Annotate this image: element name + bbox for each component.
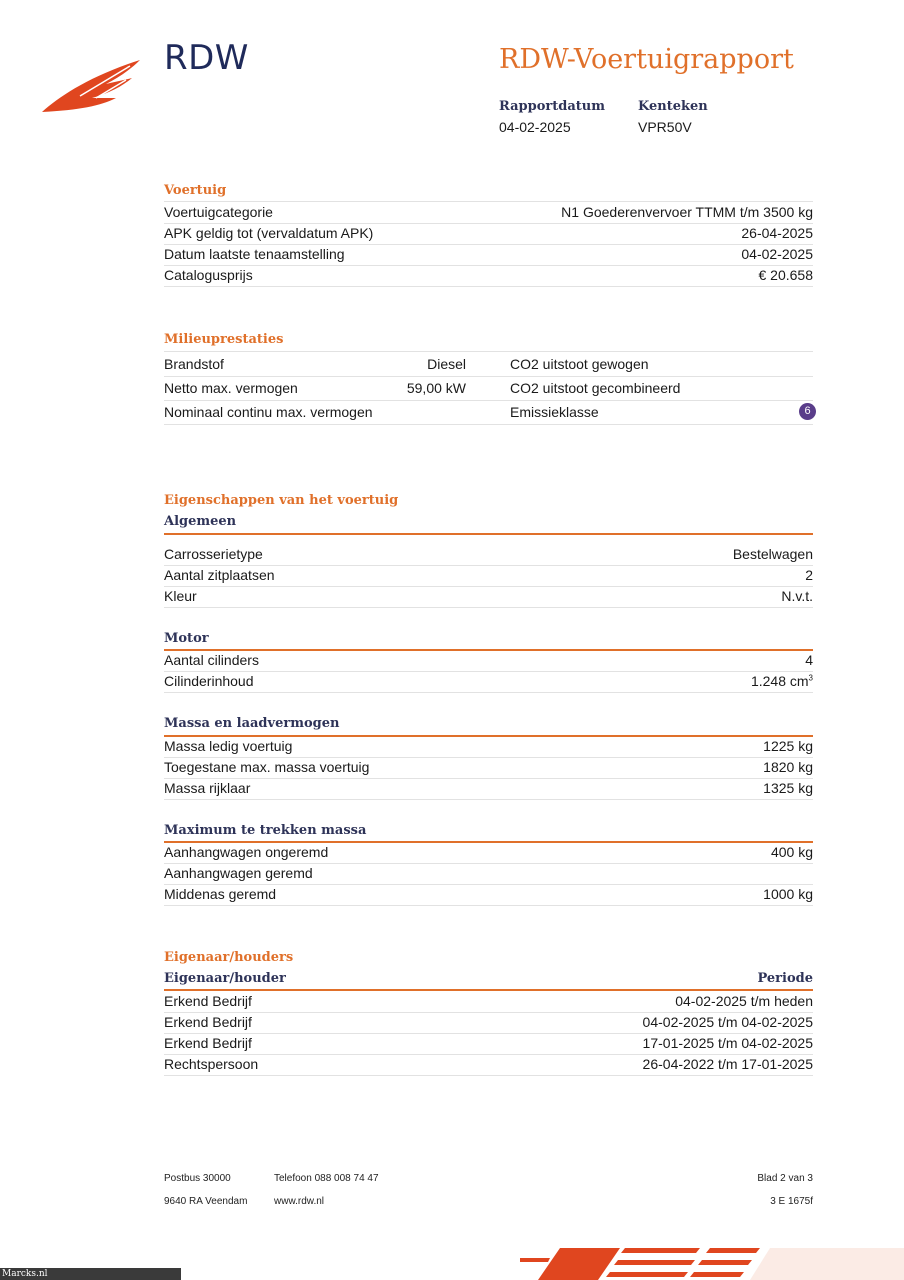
row-value: 26-04-2022 t/m 17-01-2025 [642, 1056, 813, 1072]
row-value: N1 Goederenvervoer TTMM t/m 3500 kg [561, 204, 813, 220]
row-label-2: CO2 uitstoot gewogen [510, 356, 649, 372]
table-row [164, 202, 813, 224]
rdw-logo-icon [40, 56, 150, 114]
table-row [164, 223, 813, 245]
footer-page: Blad 2 van 3 [757, 1173, 813, 1184]
row-value: 59,00 kW [406, 380, 466, 396]
row-value: € 20.658 [758, 267, 813, 283]
row-label: Kleur [164, 588, 197, 604]
table-row [164, 565, 813, 587]
row-label: Netto max. vermogen [164, 380, 298, 396]
row-value: 1.248 cm [750, 673, 809, 689]
footer-code: 3 E 1675f [770, 1196, 813, 1207]
table-row [164, 671, 813, 693]
row-label: Cilinderinhoud [164, 673, 254, 689]
table-row [164, 778, 813, 800]
column-header-periode: Periode [757, 971, 813, 986]
table-row [164, 586, 813, 608]
table-row [164, 244, 813, 266]
plate-label: Kenteken [638, 99, 708, 114]
logo-text: RDW [164, 38, 249, 78]
row-label: APK geldig tot (vervaldatum APK) [164, 225, 374, 241]
row-value: 26-04-2025 [741, 225, 813, 241]
row-label: Massa ledig voertuig [164, 738, 293, 754]
report-date-label: Rapportdatum [499, 99, 605, 114]
row-value: 1225 kg [763, 738, 813, 754]
row-value: 04-02-2025 t/m heden [675, 993, 813, 1009]
row-label: Erkend Bedrijf [164, 993, 252, 1009]
table-row [164, 884, 813, 906]
table-row [164, 863, 813, 885]
row-label: Carrosserietype [164, 546, 263, 562]
row-label: Nominaal continu max. vermogen [164, 404, 373, 420]
footer-address-1: Postbus 30000 [164, 1173, 231, 1184]
row-label: Rechtspersoon [164, 1056, 259, 1072]
subsection-title-algemeen: Algemeen [164, 514, 237, 529]
row-label: Massa rijklaar [164, 780, 251, 796]
emission-class-badge: 6 [799, 403, 816, 420]
unit-superscript: 3 [808, 673, 813, 683]
section-title-milieu: Milieuprestaties [164, 332, 284, 347]
row-label: Aanhangwagen ongeremd [164, 844, 329, 860]
column-header-eigenaar: Eigenaar/houder [164, 971, 286, 986]
row-value: 1820 kg [763, 759, 813, 775]
row-label: Aantal cilinders [164, 652, 259, 668]
subsection-title-trekken: Maximum te trekken massa [164, 823, 367, 838]
row-label: Brandstof [164, 356, 224, 372]
table-row [164, 1012, 813, 1034]
table-row [164, 1054, 813, 1076]
report-title: RDW-Voertuigrapport [499, 44, 794, 75]
footer-phone: Telefoon 088 008 74 47 [274, 1173, 379, 1184]
row-value: Bestelwagen [732, 546, 813, 562]
table-row [164, 265, 813, 287]
decorative-stripes-icon [520, 1244, 904, 1280]
table-row [164, 352, 813, 377]
row-label: Datum laatste tenaamstelling [164, 246, 345, 262]
row-value: 400 kg [770, 844, 813, 860]
row-label: Erkend Bedrijf [164, 1014, 252, 1030]
report-date: 04-02-2025 [499, 119, 571, 135]
row-value: 4 [805, 652, 813, 668]
row-label: Erkend Bedrijf [164, 1035, 252, 1051]
row-value-with-unit [751, 673, 813, 689]
plate-number: VPR50V [638, 119, 692, 135]
table-row [164, 376, 813, 401]
row-value: 04-02-2025 [741, 246, 813, 262]
row-value: 17-01-2025 t/m 04-02-2025 [642, 1035, 813, 1051]
section-title-voertuig: Voertuig [164, 183, 227, 198]
row-value: 04-02-2025 t/m 04-02-2025 [642, 1014, 813, 1030]
table-row [164, 736, 813, 758]
table-row [164, 400, 813, 425]
row-value: 1325 kg [763, 780, 813, 796]
row-label-2: Emissieklasse [510, 404, 599, 420]
row-label: Aanhangwagen geremd [164, 865, 313, 881]
row-label: Toegestane max. massa voertuig [164, 759, 370, 775]
table-row [164, 544, 813, 566]
table-row [164, 991, 813, 1013]
row-label-2: CO2 uitstoot gecombineerd [510, 380, 681, 396]
row-label: Catalogusprijs [164, 267, 253, 283]
row-label: Voertuigcategorie [164, 204, 273, 220]
watermark-label: Marcks.nl [0, 1268, 181, 1280]
row-label: Aantal zitplaatsen [164, 567, 275, 583]
row-label: Middenas geremd [164, 886, 277, 902]
divider [164, 533, 813, 535]
row-value: 1000 kg [763, 886, 813, 902]
subsection-title-motor: Motor [164, 631, 209, 646]
footer-website: www.rdw.nl [274, 1196, 325, 1207]
footer-address-2: 9640 RA Veendam [164, 1196, 248, 1207]
table-row [164, 650, 813, 672]
row-value: 2 [805, 567, 813, 583]
row-value: Diesel [427, 356, 466, 372]
table-row [164, 1033, 813, 1055]
row-value: N.v.t. [781, 588, 813, 604]
subsection-title-massa: Massa en laadvermogen [164, 716, 340, 731]
section-title-eigenaar: Eigenaar/houders [164, 950, 294, 965]
table-row [164, 757, 813, 779]
table-row [164, 842, 813, 864]
section-title-eigenschappen: Eigenschappen van het voertuig [164, 493, 399, 508]
